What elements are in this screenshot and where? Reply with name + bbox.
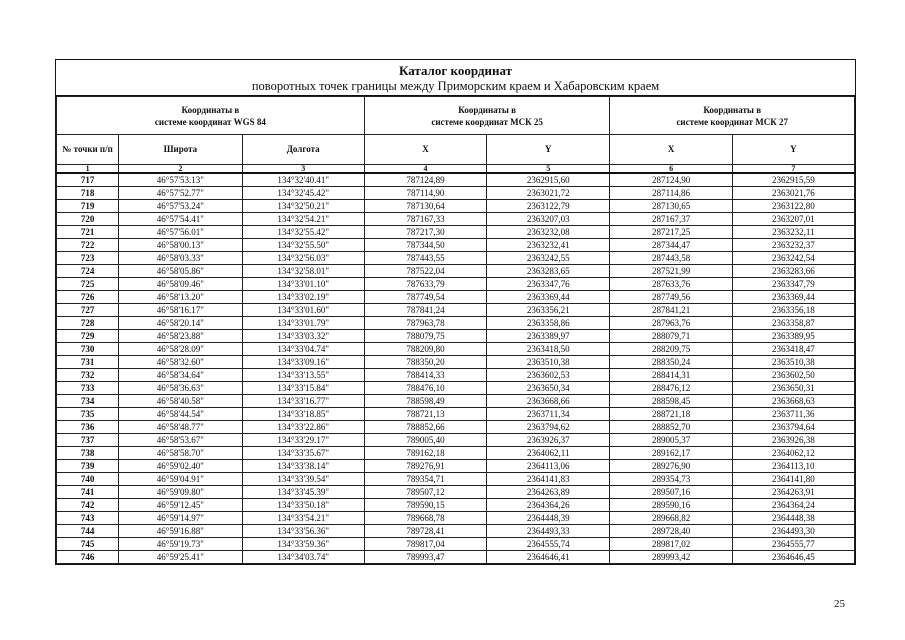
table-row (57, 317, 855, 330)
y-msk25-cell: 2364113,06 (487, 460, 610, 473)
y-msk27-cell: 2363369,44 (732, 291, 854, 304)
y-msk27-cell: 2363389,95 (732, 330, 854, 343)
x-msk27-cell: 289507,16 (610, 486, 732, 499)
table-row (57, 551, 855, 564)
y-msk27-cell: 2363602,50 (732, 369, 854, 382)
point-number-cell: 731 (57, 356, 119, 369)
longitude-cell: 134°32'54.21" (242, 213, 364, 226)
longitude-cell: 134°33'03.32" (242, 330, 364, 343)
column-header-point: № точки п/п (57, 135, 119, 165)
table-row (57, 187, 855, 200)
x-msk27-cell: 289590,16 (610, 499, 732, 512)
x-msk27-cell: 287633,76 (610, 278, 732, 291)
longitude-cell: 134°33'22.86" (242, 421, 364, 434)
x-msk27-cell: 289993,42 (610, 551, 732, 564)
longitude-cell: 134°33'39.54" (242, 473, 364, 486)
column-number: 7 (732, 165, 854, 174)
table-row (57, 486, 855, 499)
longitude-cell: 134°34'03.74" (242, 551, 364, 564)
point-number-cell: 725 (57, 278, 119, 291)
y-msk25-cell: 2363794,62 (487, 421, 610, 434)
longitude-cell: 134°33'04.74" (242, 343, 364, 356)
latitude-cell: 46°58'36.63" (119, 382, 242, 395)
table-row (57, 173, 855, 187)
x-msk25-cell: 787633,79 (364, 278, 486, 291)
x-msk25-cell: 788350,20 (364, 356, 486, 369)
y-msk27-cell: 2363021,76 (732, 187, 854, 200)
y-msk27-cell: 2363122,80 (732, 200, 854, 213)
table-row (57, 525, 855, 538)
longitude-cell: 134°33'13.55" (242, 369, 364, 382)
y-msk25-cell: 2363122,79 (487, 200, 610, 213)
longitude-cell: 134°32'40.41" (242, 173, 364, 187)
table-row (57, 213, 855, 226)
y-msk25-cell: 2363369,44 (487, 291, 610, 304)
longitude-cell: 134°33'01.60" (242, 304, 364, 317)
point-number-cell: 723 (57, 252, 119, 265)
group-header-row (57, 97, 855, 135)
x-msk27-cell: 287443,58 (610, 252, 732, 265)
column-number-row (57, 165, 855, 174)
y-msk27-cell: 2363232,37 (732, 239, 854, 252)
point-number-cell: 733 (57, 382, 119, 395)
x-msk27-cell: 287963,76 (610, 317, 732, 330)
longitude-cell: 134°32'45.42" (242, 187, 364, 200)
table-row (57, 538, 855, 551)
column-number: 3 (242, 165, 364, 174)
latitude-cell: 46°58'16.17" (119, 304, 242, 317)
x-msk27-cell: 287521,99 (610, 265, 732, 278)
x-msk25-cell: 789993,47 (364, 551, 486, 564)
point-number-cell: 729 (57, 330, 119, 343)
point-number-cell: 718 (57, 187, 119, 200)
latitude-cell: 46°58'03.33" (119, 252, 242, 265)
x-msk27-cell: 288852,70 (610, 421, 732, 434)
latitude-cell: 46°58'23.88" (119, 330, 242, 343)
latitude-cell: 46°59'14.97" (119, 512, 242, 525)
y-msk27-cell: 2364448,38 (732, 512, 854, 525)
group-header-msk27: Координаты в системе координат МСК 27 (610, 97, 855, 135)
y-msk27-cell: 2363926,38 (732, 434, 854, 447)
latitude-cell: 46°57'53.13" (119, 173, 242, 187)
x-msk27-cell: 289354,73 (610, 473, 732, 486)
point-number-cell: 739 (57, 460, 119, 473)
y-msk25-cell: 2363232,41 (487, 239, 610, 252)
column-header-latitude: Широта (119, 135, 242, 165)
latitude-cell: 46°58'48.77" (119, 421, 242, 434)
point-number-cell: 736 (57, 421, 119, 434)
longitude-cell: 134°33'38.14" (242, 460, 364, 473)
table-row (57, 499, 855, 512)
table-row (57, 252, 855, 265)
y-msk25-cell: 2364555,74 (487, 538, 610, 551)
x-msk25-cell: 787130,64 (364, 200, 486, 213)
x-msk27-cell: 287167,37 (610, 213, 732, 226)
latitude-cell: 46°59'16.88" (119, 525, 242, 538)
point-number-cell: 743 (57, 512, 119, 525)
table-row (57, 395, 855, 408)
table-row (57, 369, 855, 382)
x-msk27-cell: 287114,86 (610, 187, 732, 200)
column-header-row (57, 135, 855, 165)
x-msk27-cell: 288414,31 (610, 369, 732, 382)
column-header-y-msk27: Y (732, 135, 854, 165)
coordinates-table (56, 96, 855, 564)
longitude-cell: 134°33'59.36" (242, 538, 364, 551)
table-row (57, 421, 855, 434)
y-msk25-cell: 2364646,41 (487, 551, 610, 564)
point-number-cell: 719 (57, 200, 119, 213)
y-msk27-cell: 2363794,64 (732, 421, 854, 434)
point-number-cell: 735 (57, 408, 119, 421)
table-row (57, 200, 855, 213)
x-msk27-cell: 288209,75 (610, 343, 732, 356)
x-msk27-cell: 289728,40 (610, 525, 732, 538)
x-msk27-cell: 288079,71 (610, 330, 732, 343)
x-msk27-cell: 288476,12 (610, 382, 732, 395)
latitude-cell: 46°58'34.64" (119, 369, 242, 382)
x-msk25-cell: 789276,91 (364, 460, 486, 473)
group-header-msk25: Координаты в системе координат МСК 25 (364, 97, 610, 135)
x-msk27-cell: 288598,45 (610, 395, 732, 408)
x-msk27-cell: 288721,18 (610, 408, 732, 421)
table-row (57, 447, 855, 460)
y-msk25-cell: 2363021,72 (487, 187, 610, 200)
point-number-cell: 741 (57, 486, 119, 499)
y-msk25-cell: 2363602,53 (487, 369, 610, 382)
group-header-wgs84: Координаты в системе координат WGS 84 (57, 97, 365, 135)
y-msk25-cell: 2363418,50 (487, 343, 610, 356)
x-msk25-cell: 788721,13 (364, 408, 486, 421)
x-msk25-cell: 788598,49 (364, 395, 486, 408)
longitude-cell: 134°32'50.21" (242, 200, 364, 213)
point-number-cell: 724 (57, 265, 119, 278)
coordinate-catalog-sheet (55, 59, 856, 565)
longitude-cell: 134°33'09.16" (242, 356, 364, 369)
x-msk27-cell: 287217,25 (610, 226, 732, 239)
y-msk25-cell: 2364448,39 (487, 512, 610, 525)
column-number: 1 (57, 165, 119, 174)
table-row (57, 330, 855, 343)
point-number-cell: 730 (57, 343, 119, 356)
column-header-x-msk27: X (610, 135, 732, 165)
latitude-cell: 46°57'56.01" (119, 226, 242, 239)
y-msk27-cell: 2364646,45 (732, 551, 854, 564)
y-msk27-cell: 2363207,01 (732, 213, 854, 226)
latitude-cell: 46°59'09.80" (119, 486, 242, 499)
latitude-cell: 46°59'25.41" (119, 551, 242, 564)
y-msk25-cell: 2363510,38 (487, 356, 610, 369)
x-msk25-cell: 787217,30 (364, 226, 486, 239)
x-msk25-cell: 788079,75 (364, 330, 486, 343)
x-msk25-cell: 787443,55 (364, 252, 486, 265)
table-row (57, 382, 855, 395)
longitude-cell: 134°33'29.17" (242, 434, 364, 447)
x-msk25-cell: 787749,54 (364, 291, 486, 304)
y-msk27-cell: 2364113,10 (732, 460, 854, 473)
title-block (56, 60, 855, 96)
y-msk27-cell: 2363711,36 (732, 408, 854, 421)
y-msk27-cell: 2363347,79 (732, 278, 854, 291)
x-msk27-cell: 289005,37 (610, 434, 732, 447)
table-row (57, 226, 855, 239)
column-number: 6 (610, 165, 732, 174)
column-number: 2 (119, 165, 242, 174)
longitude-cell: 134°33'01.79" (242, 317, 364, 330)
x-msk27-cell: 287124,90 (610, 173, 732, 187)
point-number-cell: 734 (57, 395, 119, 408)
longitude-cell: 134°33'56.36" (242, 525, 364, 538)
y-msk25-cell: 2363650,34 (487, 382, 610, 395)
point-number-cell: 727 (57, 304, 119, 317)
catalog-subtitle: поворотных точек границы между Приморским краем и Хабаровским краем (251, 79, 660, 93)
point-number-cell: 717 (57, 173, 119, 187)
x-msk25-cell: 789005,40 (364, 434, 486, 447)
y-msk27-cell: 2363283,66 (732, 265, 854, 278)
y-msk25-cell: 2364141,83 (487, 473, 610, 486)
y-msk27-cell: 2364141,80 (732, 473, 854, 486)
y-msk27-cell: 2363232,11 (732, 226, 854, 239)
y-msk27-cell: 2364062,12 (732, 447, 854, 460)
x-msk25-cell: 789668,78 (364, 512, 486, 525)
x-msk27-cell: 288350,24 (610, 356, 732, 369)
y-msk27-cell: 2363418,47 (732, 343, 854, 356)
x-msk25-cell: 789728,41 (364, 525, 486, 538)
y-msk25-cell: 2363926,37 (487, 434, 610, 447)
point-number-cell: 738 (57, 447, 119, 460)
latitude-cell: 46°58'53.67" (119, 434, 242, 447)
point-number-cell: 721 (57, 226, 119, 239)
y-msk25-cell: 2363242,55 (487, 252, 610, 265)
x-msk25-cell: 787522,04 (364, 265, 486, 278)
latitude-cell: 46°58'09.46" (119, 278, 242, 291)
y-msk25-cell: 2363389,97 (487, 330, 610, 343)
latitude-cell: 46°59'04.91" (119, 473, 242, 486)
longitude-cell: 134°33'50.18" (242, 499, 364, 512)
point-number-cell: 740 (57, 473, 119, 486)
longitude-cell: 134°33'35.67" (242, 447, 364, 460)
latitude-cell: 46°59'19.73" (119, 538, 242, 551)
longitude-cell: 134°32'58.01" (242, 265, 364, 278)
y-msk27-cell: 2364493,30 (732, 525, 854, 538)
point-number-cell: 746 (57, 551, 119, 564)
x-msk25-cell: 787344,50 (364, 239, 486, 252)
catalog-title: Каталог координат (398, 63, 512, 78)
x-msk27-cell: 287130,65 (610, 200, 732, 213)
x-msk25-cell: 787167,33 (364, 213, 486, 226)
x-msk25-cell: 789817,04 (364, 538, 486, 551)
x-msk27-cell: 289817,02 (610, 538, 732, 551)
latitude-cell: 46°58'05.86" (119, 265, 242, 278)
table-row (57, 356, 855, 369)
x-msk25-cell: 787841,24 (364, 304, 486, 317)
x-msk27-cell: 287749,56 (610, 291, 732, 304)
table-row (57, 434, 855, 447)
y-msk27-cell: 2363650,31 (732, 382, 854, 395)
point-number-cell: 737 (57, 434, 119, 447)
longitude-cell: 134°33'02.19" (242, 291, 364, 304)
y-msk25-cell: 2363668,66 (487, 395, 610, 408)
x-msk25-cell: 788852,66 (364, 421, 486, 434)
latitude-cell: 46°58'20.14" (119, 317, 242, 330)
x-msk25-cell: 789590,15 (364, 499, 486, 512)
table-row (57, 291, 855, 304)
longitude-cell: 134°32'55.42" (242, 226, 364, 239)
x-msk25-cell: 789354,71 (364, 473, 486, 486)
longitude-cell: 134°33'45.39" (242, 486, 364, 499)
longitude-cell: 134°33'16.77" (242, 395, 364, 408)
x-msk25-cell: 788476,10 (364, 382, 486, 395)
table-row (57, 512, 855, 525)
longitude-cell: 134°33'01.10" (242, 278, 364, 291)
latitude-cell: 46°58'13.20" (119, 291, 242, 304)
page-number: 25 (834, 598, 845, 610)
table-row (57, 460, 855, 473)
latitude-cell: 46°59'02.40" (119, 460, 242, 473)
point-number-cell: 728 (57, 317, 119, 330)
table-row (57, 343, 855, 356)
x-msk27-cell: 289668,82 (610, 512, 732, 525)
x-msk25-cell: 788209,80 (364, 343, 486, 356)
table-row (57, 265, 855, 278)
point-number-cell: 726 (57, 291, 119, 304)
point-number-cell: 745 (57, 538, 119, 551)
x-msk25-cell: 787124,89 (364, 173, 486, 187)
x-msk25-cell: 787114,90 (364, 187, 486, 200)
point-number-cell: 742 (57, 499, 119, 512)
x-msk27-cell: 289276,90 (610, 460, 732, 473)
longitude-cell: 134°33'18.85" (242, 408, 364, 421)
latitude-cell: 46°58'32.60" (119, 356, 242, 369)
latitude-cell: 46°58'40.58" (119, 395, 242, 408)
x-msk25-cell: 787963,78 (364, 317, 486, 330)
y-msk25-cell: 2362915,60 (487, 173, 610, 187)
x-msk25-cell: 789162,18 (364, 447, 486, 460)
y-msk27-cell: 2363358,87 (732, 317, 854, 330)
y-msk25-cell: 2363283,65 (487, 265, 610, 278)
y-msk25-cell: 2363358,86 (487, 317, 610, 330)
y-msk25-cell: 2363207,03 (487, 213, 610, 226)
latitude-cell: 46°58'28.09" (119, 343, 242, 356)
y-msk25-cell: 2363711,34 (487, 408, 610, 421)
point-number-cell: 722 (57, 239, 119, 252)
x-msk27-cell: 287344,47 (610, 239, 732, 252)
table-row (57, 473, 855, 486)
y-msk25-cell: 2364263,89 (487, 486, 610, 499)
column-header-y-msk25: Y (487, 135, 610, 165)
column-number: 5 (487, 165, 610, 174)
y-msk27-cell: 2363356,18 (732, 304, 854, 317)
column-number: 4 (364, 165, 486, 174)
latitude-cell: 46°57'52.77" (119, 187, 242, 200)
latitude-cell: 46°58'00.13" (119, 239, 242, 252)
y-msk25-cell: 2363232,08 (487, 226, 610, 239)
y-msk27-cell: 2363668,63 (732, 395, 854, 408)
latitude-cell: 46°58'58.70" (119, 447, 242, 460)
y-msk25-cell: 2363347,76 (487, 278, 610, 291)
table-row (57, 278, 855, 291)
x-msk27-cell: 289162,17 (610, 447, 732, 460)
table-row (57, 408, 855, 421)
x-msk27-cell: 287841,21 (610, 304, 732, 317)
y-msk27-cell: 2364555,77 (732, 538, 854, 551)
y-msk27-cell: 2362915,59 (732, 173, 854, 187)
table-body (57, 173, 855, 564)
column-header-x-msk25: X (364, 135, 486, 165)
y-msk25-cell: 2364364,26 (487, 499, 610, 512)
longitude-cell: 134°33'54.21" (242, 512, 364, 525)
latitude-cell: 46°58'44.54" (119, 408, 242, 421)
latitude-cell: 46°57'54.41" (119, 213, 242, 226)
x-msk25-cell: 789507,12 (364, 486, 486, 499)
longitude-cell: 134°32'55.50" (242, 239, 364, 252)
y-msk25-cell: 2363356,21 (487, 304, 610, 317)
y-msk27-cell: 2364364,24 (732, 499, 854, 512)
table-row (57, 239, 855, 252)
y-msk27-cell: 2364263,91 (732, 486, 854, 499)
latitude-cell: 46°57'53.24" (119, 200, 242, 213)
column-header-longitude: Долгота (242, 135, 364, 165)
longitude-cell: 134°32'56.03" (242, 252, 364, 265)
point-number-cell: 720 (57, 213, 119, 226)
y-msk27-cell: 2363510,38 (732, 356, 854, 369)
x-msk25-cell: 788414,33 (364, 369, 486, 382)
table-row (57, 304, 855, 317)
point-number-cell: 732 (57, 369, 119, 382)
longitude-cell: 134°33'15.84" (242, 382, 364, 395)
y-msk27-cell: 2363242,54 (732, 252, 854, 265)
latitude-cell: 46°59'12.45" (119, 499, 242, 512)
y-msk25-cell: 2364493,33 (487, 525, 610, 538)
point-number-cell: 744 (57, 525, 119, 538)
y-msk25-cell: 2364062,11 (487, 447, 610, 460)
